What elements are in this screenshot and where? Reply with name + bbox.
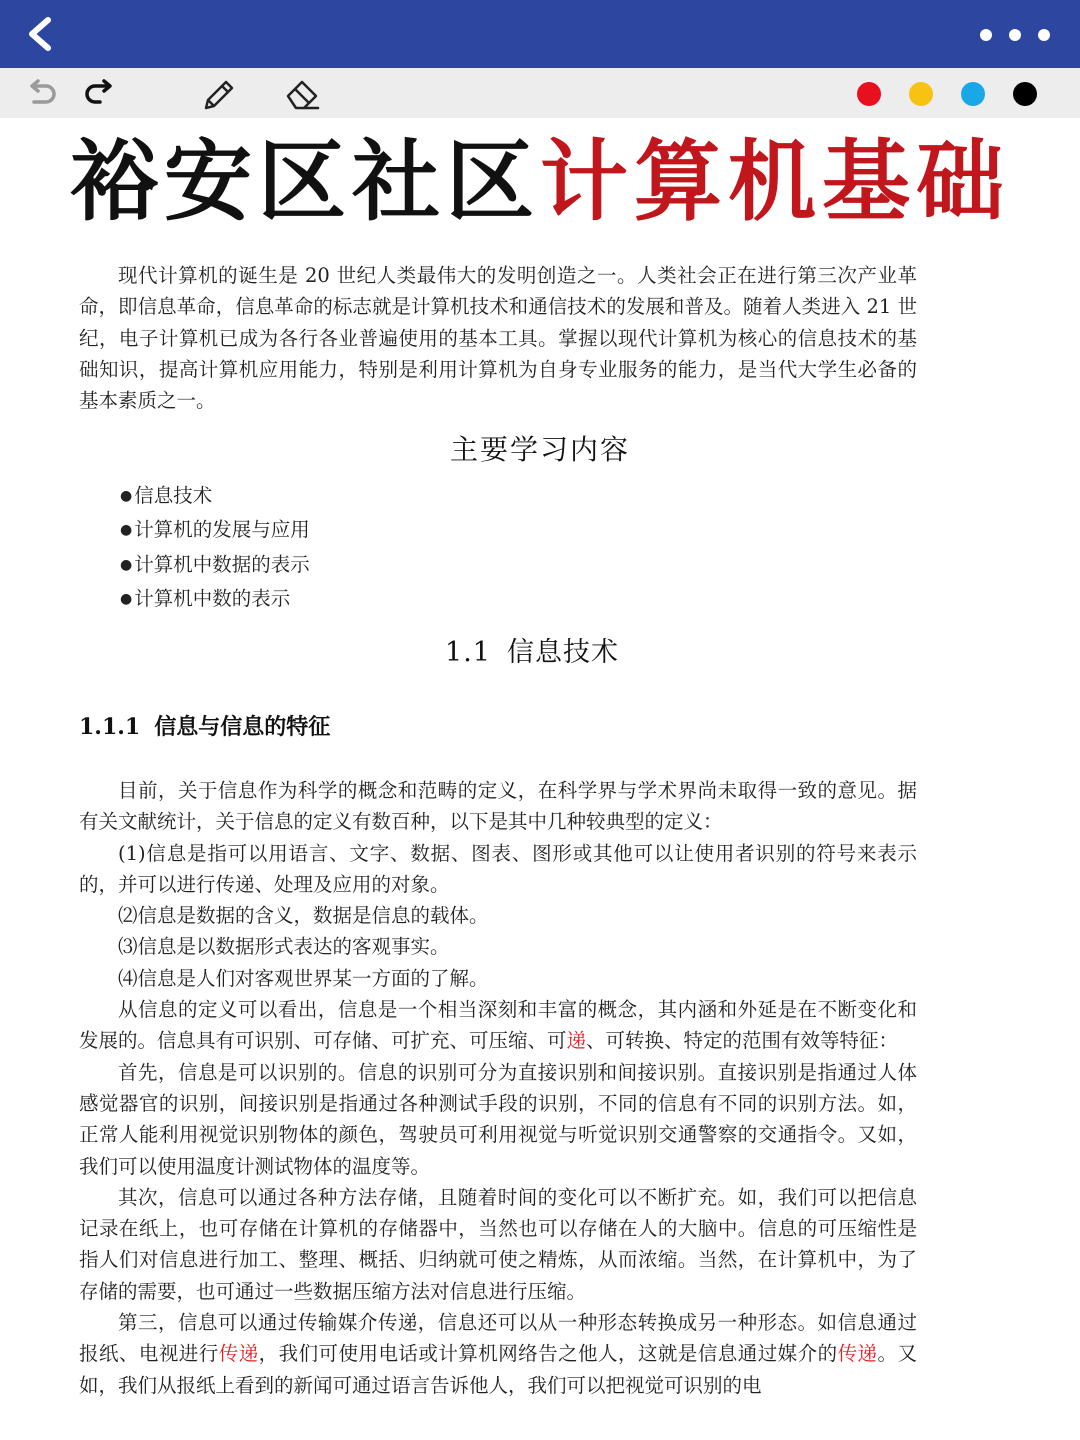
color-swatch-red[interactable]: [857, 82, 881, 106]
redo-icon: [78, 74, 118, 114]
more-dot: [1038, 29, 1050, 41]
paragraph-text: 。又如，我们从报纸上看到的新闻可通过语言告诉他人，我们可以把视觉可识别的电: [79, 1342, 917, 1397]
paragraph: 其次，信息可以通过各种方法存储，且随着时间的变化可以不断扩充。如，我们可以把信息记录在纸上，也可存储在计算机的存储器中，当然也可以存储在人的大脑中。信息的可压缩性是指人们对信息进行加工、整理、概括、归纳就可使之精炼，从而浓缩。当然，在计算机中，为了存储的需要，也可通过一些数据压缩方法对信息进行压缩。: [79, 1185, 917, 1303]
eraser-icon: [282, 74, 322, 114]
list-item: ● 计算机中数据的表示: [120, 549, 310, 583]
more-options-button[interactable]: [980, 20, 1050, 50]
redo-button[interactable]: [78, 74, 118, 114]
list-item: ● 计算机中数的表示: [120, 583, 310, 617]
chapter-title: 信息技术: [506, 637, 619, 668]
title-black-part: 裕安区社区: [69, 130, 540, 233]
undo-button[interactable]: [22, 74, 62, 114]
paragraph-text: 从信息的定义可以看出，信息是一个相当深刻和丰富的概念，其内涵和外延是在不断变化和发展的。信息具有可识别、可存储、可扩充、可压缩、可: [79, 998, 917, 1053]
paragraph-text: 第三，信息可以通过传输媒介传递，信息还可以从一种形态转换成另一种形态。如信息通过报纸、电视进行: [79, 1311, 917, 1366]
paragraph-text: ，我们可使用电话或计算机网络告之他人，这就是信息通过媒介的: [258, 1342, 838, 1366]
document-title: [0, 132, 1080, 232]
section-heading: 主要学习内容: [449, 433, 630, 466]
color-swatch-black[interactable]: [1013, 82, 1037, 106]
color-swatch-blue[interactable]: [961, 82, 985, 106]
eraser-tool-button[interactable]: [282, 74, 322, 114]
more-dot: [980, 29, 992, 41]
paragraph: (1)信息是指可以用语言、文字、数据、图表、图形或其他可以让使用者识别的符号来表示的，并可以进行传递、处理及应用的对象。: [79, 841, 917, 896]
title-red-part: 计算机基础: [540, 130, 1011, 233]
paragraph: ⑵信息是数据的含义，数据是信息的载体。: [118, 904, 489, 928]
chapter-number: 1.1: [445, 637, 491, 668]
intro-text: 现代计算机的诞生是 20 世纪人类最伟大的发明创造之一。人类社会正在进行第三次产业革命，即信息革命，信息革命的标志就是计算机技术和通信技术的发展和普及。随着人类进入 21 世纪，电子计算机已成为各行各业普遍使用的基本工具。掌握以现代计算机为核心的信息技术的基础知识，提高计算机应用能力，特别是利用计算机为自身专业服务的能力，是当代大学生必备的基本素质之一。: [79, 264, 917, 413]
highlighted-word: 递: [566, 1029, 587, 1053]
chevron-left-icon: [18, 12, 62, 56]
document-page: [0, 118, 1080, 1440]
subsection-heading: [79, 710, 330, 741]
highlighted-word: 传递: [837, 1342, 878, 1366]
subsection-number: 1.1.1: [79, 714, 141, 740]
learning-list: [120, 480, 310, 617]
chapter-heading: [0, 630, 1080, 669]
paragraph: 首先，信息是可以识别的。信息的识别可分为直接识别和间接识别。直接识别是指通过人体感觉器官的识别，间接识别是指通过各种测试手段的识别，不同的信息有不同的识别方法。如，正常人能利用视觉识别物体的颜色，驾驶员可利用视觉与听觉识别交通警察的交通指令。又如，我们可以使用温度计测试物体的温度等。: [79, 1060, 917, 1178]
paragraph: ⑷信息是人们对客观世界某一方面的了解。: [118, 966, 489, 990]
paragraph: 目前，关于信息作为科学的概念和范畴的定义，在科学界与学术界尚未取得一致的意见。据有关文献统计，关于信息的定义有数百种，以下是其中几种较典型的定义：: [79, 779, 917, 834]
paragraph-text: 、可转换、特定的范围有效等特征：: [586, 1029, 899, 1053]
pencil-icon: [198, 74, 238, 114]
top-app-bar: [0, 0, 1080, 68]
pencil-tool-button[interactable]: [198, 74, 238, 114]
list-item: ● 计算机的发展与应用: [120, 514, 310, 548]
highlighted-word: 传递: [218, 1342, 259, 1366]
back-button[interactable]: [18, 12, 62, 56]
undo-icon: [22, 74, 62, 114]
paragraph: [79, 1307, 917, 1401]
paragraph: ⑶信息是以数据形式表达的客观事实。: [118, 935, 450, 959]
list-item: ● 信息技术: [120, 480, 310, 514]
color-swatch-yellow[interactable]: [909, 82, 933, 106]
paragraph: [79, 994, 917, 1057]
body-text: [79, 775, 917, 1401]
subsection-title: 信息与信息的特征: [154, 714, 331, 740]
intro-paragraph: [79, 260, 917, 416]
more-dot: [1009, 29, 1021, 41]
